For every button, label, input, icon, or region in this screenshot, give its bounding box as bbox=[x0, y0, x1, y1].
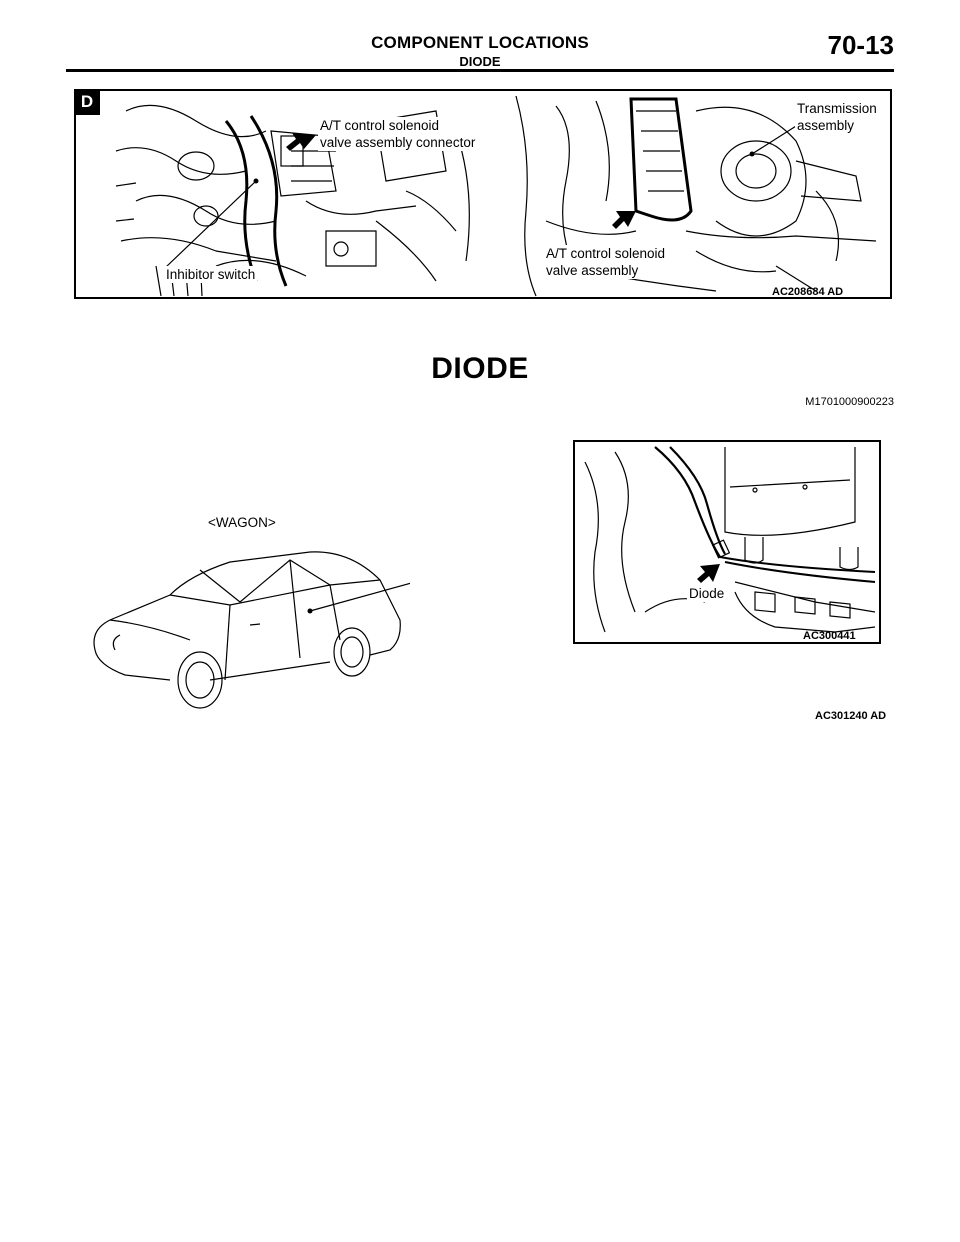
figure-d-code: AC208684 AD bbox=[772, 286, 844, 298]
document-id: M1701000900223 bbox=[805, 396, 894, 408]
header-subtitle: DIODE bbox=[459, 54, 501, 69]
figure-diode-code: AC301240 AD bbox=[815, 710, 887, 722]
connector-label-line2: valve assembly connector bbox=[320, 135, 476, 150]
figure-badge: D bbox=[74, 89, 100, 115]
solenoid-arrow-icon bbox=[612, 211, 636, 229]
diode-label: Diode bbox=[689, 586, 725, 601]
inhibitor-label: Inhibitor switch bbox=[166, 267, 256, 282]
connector-label-line1: A/T control solenoid bbox=[320, 118, 440, 133]
solenoid-label-line2: valve assembly bbox=[546, 263, 639, 278]
diode-inset-illustration bbox=[573, 440, 881, 644]
transmission-label-line1: Transmission bbox=[797, 101, 877, 116]
connector-label bbox=[318, 117, 477, 151]
solenoid-label bbox=[544, 245, 667, 279]
diode-arrow-icon bbox=[697, 564, 720, 583]
header-rule bbox=[66, 69, 894, 72]
section-title: DIODE bbox=[431, 352, 529, 385]
inset-code: AC300441 bbox=[803, 630, 856, 642]
page-number: 70-13 bbox=[827, 30, 894, 60]
wagon-label: <WAGON> bbox=[208, 515, 276, 530]
transmission-label bbox=[795, 100, 879, 134]
solenoid-label-line1: A/T control solenoid bbox=[546, 246, 666, 261]
car-outline bbox=[90, 540, 410, 720]
diode-location-drawing bbox=[575, 442, 883, 646]
wagon-car-drawing bbox=[90, 540, 410, 720]
header-title: COMPONENT LOCATIONS bbox=[371, 33, 589, 52]
transmission-label-line2: assembly bbox=[797, 118, 855, 133]
